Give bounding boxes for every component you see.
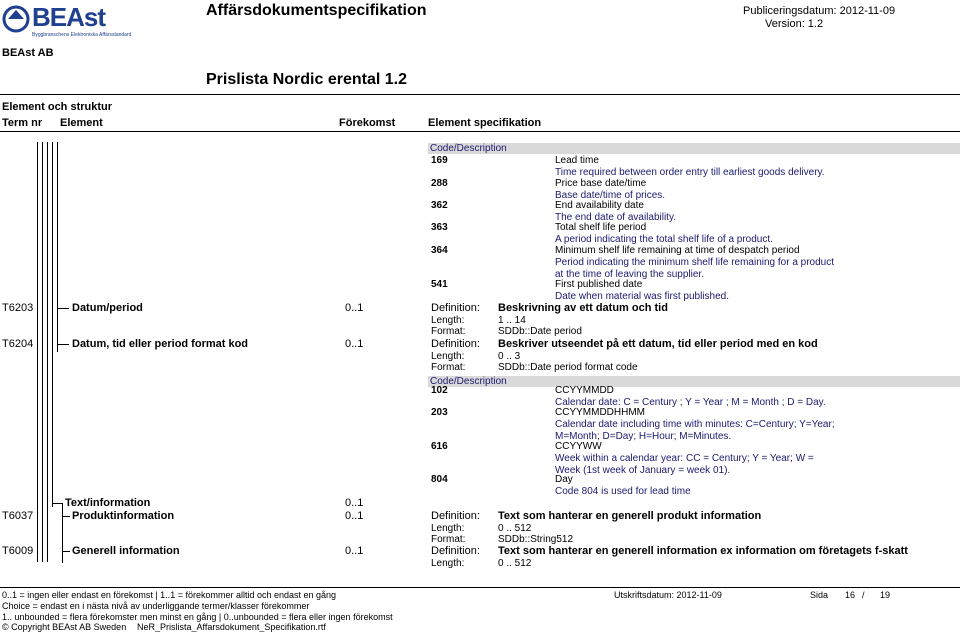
code-description: Time required between order entry till earliest goods delivery. [555,167,825,178]
page-separator: / [862,590,865,600]
code-value: 203 [431,407,448,418]
length-label: Length: [431,558,465,569]
definition-label: Definition: [431,338,480,350]
version: Version: 1.2 [765,18,824,30]
occurrence: 0..1 [345,302,364,314]
code-value: 364 [431,245,448,256]
occurrence: 0..1 [345,545,364,557]
code-name: Price base date/time [555,178,647,189]
term-nr: T6037 [2,510,34,522]
page-number: 16 [845,590,856,600]
page-label: Sida [810,590,829,600]
format-value: SDDb::Date period [498,326,582,337]
element-name: Datum, tid eller period format kod [72,338,249,350]
code-value: 362 [431,200,448,211]
element-name: Text/information [65,497,151,509]
code-description: M=Month; D=Day; H=Hour; M=Minutes. [555,431,732,442]
publication-date: Publiceringsdatum: 2012-11-09 [743,5,896,17]
code-description: The end date of availability. [555,212,677,223]
element-name: Datum/period [72,302,143,314]
code-value: 541 [431,279,448,290]
logo-tagline: Byggbranschens Elektroniska Affärsstandard [32,32,132,38]
col-element: Element [60,117,103,129]
code-description: at the time of leaving the supplier. [555,269,704,280]
code-value: 288 [431,178,448,189]
length-label: Length: [431,523,465,534]
code-description: Base date/time of prices. [555,190,666,201]
definition-text: Text som hanterar en generell produkt information [498,510,762,522]
company-name: BEAst AB [2,47,54,59]
code-name: CCYYMMDDHHMM [555,407,645,418]
logo [2,2,132,40]
code-description: Period indicating the minimum shelf life remaining for a product [555,257,835,268]
footer-legend-1: 0..1 = ingen eller endast en förekomst | 1..1 = förekommer alltid och endast en gång [2,590,337,600]
format-label: Format: [431,326,466,337]
format-label: Format: [431,362,466,373]
definition-text: Beskrivning av ett datum och tid [498,302,668,314]
definition-label: Definition: [431,510,480,522]
code-value: 804 [431,474,448,485]
code-description: Code 804 is used for lead time [555,486,691,497]
code-name: Total shelf life period [555,222,647,233]
term-nr: T6009 [2,545,34,557]
code-name: End availability date [555,200,644,211]
code-description: Date when material was first published. [555,291,729,302]
col-element-spec: Element specifikation [428,117,542,129]
code-description: Week within a calendar year: CC = Century; Y = Year; W = [555,453,814,464]
footer-legend-2: Choice = endast en i nästa nivå av underliggande termer/klasser förekommer [2,601,310,611]
term-nr: T6204 [2,338,34,350]
code-name: Day [555,474,573,485]
occurrence: 0..1 [345,338,364,350]
occurrence: 0..1 [345,497,364,509]
occurrence: 0..1 [345,510,364,522]
page-subtitle: Prislista Nordic erental 1.2 [206,71,407,88]
code-description-header: Code/Description [430,143,507,154]
col-term-nr: Term nr [2,117,43,129]
definition-label: Definition: [431,302,480,314]
code-name: CCYYMMDD [555,385,614,396]
code-description: Calendar date including time with minutes: C=Century; Y=Year; [555,419,835,430]
footer-filename: NeR_Prislista_Affarsdokument_Specifikation.rtf [137,622,326,632]
format-value: SDDb::Date period format code [498,362,638,373]
print-date: Utskriftsdatum: 2012-11-09 [614,590,722,600]
code-description-header: Code/Description [430,376,507,387]
logo-text: BEAst [32,2,106,32]
code-name: Minimum shelf life remaining at time of despatch period [555,245,800,256]
length-value: 0 .. 512 [498,558,532,569]
code-description: Week (1st week of January = week 01). [555,465,731,476]
code-value: 363 [431,222,448,233]
doc-title: Affärsdokumentspecifikation [206,2,427,19]
definition-label: Definition: [431,545,480,557]
page-total: 19 [880,590,891,600]
element-name: Generell information [72,545,180,557]
length-value: 1 .. 14 [498,315,526,326]
footer-legend-3: 1.. unbounded = flera förekomster men minst en gång | 0..unbounded = flera eller ingen förekomst [2,612,393,622]
code-description: Calendar date: C = Century ; Y = Year ; M = Month ; D = Day. [555,397,826,408]
code-value: 169 [431,155,448,166]
format-value: SDDb::String512 [498,534,574,545]
element-name: Produktinformation [72,510,175,522]
col-forekomst: Förekomst [339,117,396,129]
code-description: A period indicating the total shelf life of a product. [555,234,773,245]
length-value: 0 .. 3 [498,351,521,362]
definition-text: Text som hanterar en generell information ex information om företagets f-skatt [498,545,908,557]
code-name: CCYYWW [555,441,602,452]
footer-copyright: © Copyright BEAst AB Sweden [2,622,127,632]
code-value: 616 [431,441,448,452]
length-value: 0 .. 512 [498,523,532,534]
code-name: Lead time [555,155,599,166]
definition-text: Beskriver utseendet på ett datum, tid eller period med en kod [498,338,818,350]
format-label: Format: [431,534,466,545]
length-label: Length: [431,315,465,326]
code-name: First published date [555,279,643,290]
term-nr: T6203 [2,302,34,314]
code-value: 102 [431,385,448,396]
length-label: Length: [431,351,465,362]
section-title: Element och struktur [2,101,113,113]
